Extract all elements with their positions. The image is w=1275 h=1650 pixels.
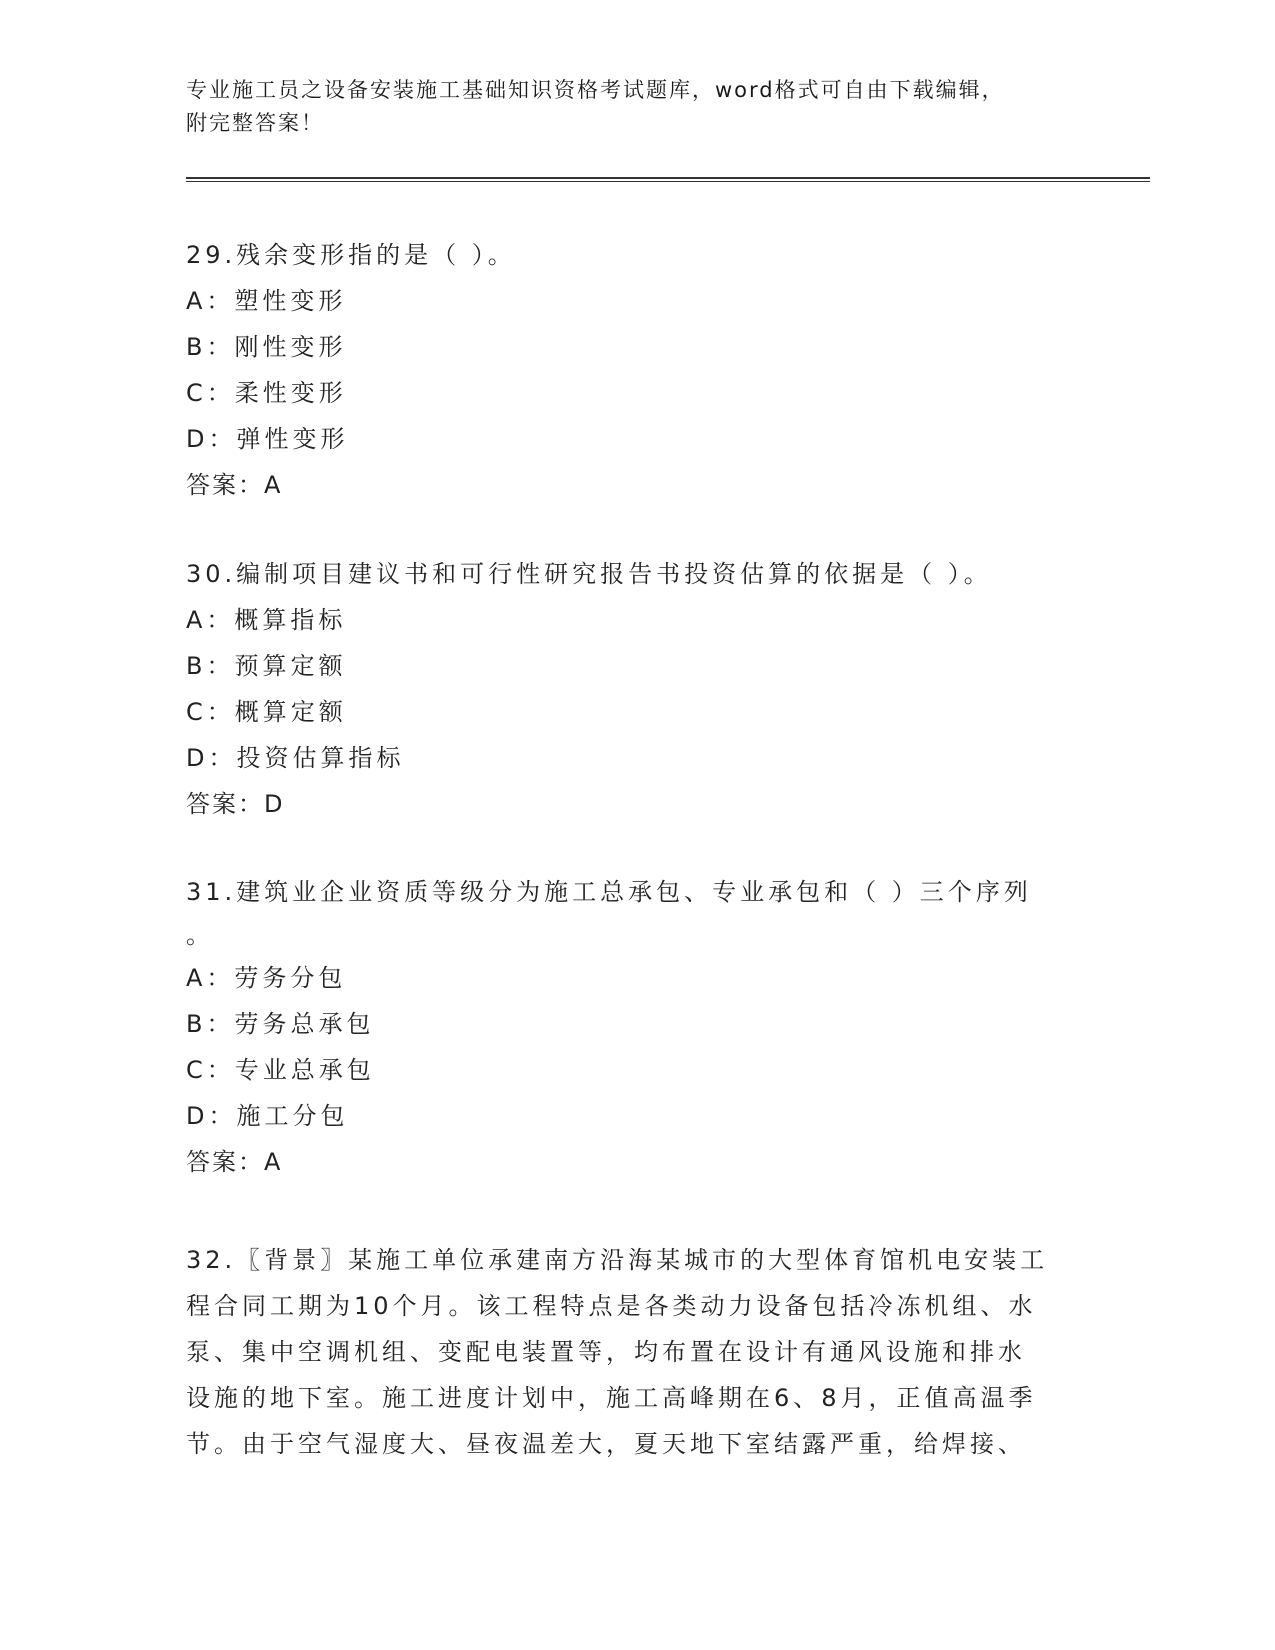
header-line-2: 附完整答案！	[186, 111, 324, 135]
option-d: D：投资估算指标	[186, 744, 405, 772]
question-30	[186, 551, 1086, 827]
option-c: C：专业总承包	[186, 1056, 375, 1084]
answer-line: 答案：A	[186, 471, 283, 499]
option-a: A：塑性变形	[186, 287, 347, 315]
question-stem-continuation: 。	[186, 921, 214, 949]
option-b: B：劳务总承包	[186, 1010, 375, 1038]
question-stem-line: 设施的地下室。施工进度计划中，施工高峰期在6、8月，正值高温季	[186, 1384, 1037, 1412]
question-31	[186, 869, 1086, 1185]
question-stem-line: 程合同工期为10个月。该工程特点是各类动力设备包括冷冻机组、水	[186, 1292, 1037, 1320]
option-b: B：刚性变形	[186, 333, 347, 361]
option-a: A：概算指标	[186, 606, 347, 634]
question-29	[186, 232, 1086, 508]
answer-line: 答案：D	[186, 790, 285, 818]
question-32	[186, 1237, 1086, 1467]
question-stem: 30.编制项目建议书和可行性研究报告书投资估算的依据是（ ）。	[186, 560, 992, 588]
header-line-1: 专业施工员之设备安装施工基础知识资格考试题库，word格式可自由下载编辑，	[186, 78, 1005, 102]
option-a: A：劳务分包	[186, 964, 347, 992]
question-stem: 31.建筑业企业资质等级分为施工总承包、专业承包和（ ）三个序列	[186, 878, 1032, 906]
option-b: B：预算定额	[186, 652, 347, 680]
question-stem-line: 32.〖背景〗某施工单位承建南方沿海某城市的大型体育馆机电安装工	[186, 1246, 1049, 1274]
header-divider	[186, 177, 1150, 182]
document-header	[186, 74, 1146, 140]
question-stem-line: 节。由于空气湿度大、昼夜温差大，夏天地下室结露严重，给焊接、	[186, 1430, 1026, 1458]
option-d: D：弹性变形	[186, 425, 349, 453]
option-c: C：柔性变形	[186, 379, 347, 407]
question-stem-line: 泵、集中空调机组、变配电装置等，均布置在设计有通风设施和排水	[186, 1338, 1026, 1366]
option-d: D：施工分包	[186, 1102, 349, 1130]
answer-line: 答案：A	[186, 1148, 283, 1176]
option-c: C：概算定额	[186, 698, 347, 726]
question-stem: 29.残余变形指的是（ ）。	[186, 241, 516, 269]
